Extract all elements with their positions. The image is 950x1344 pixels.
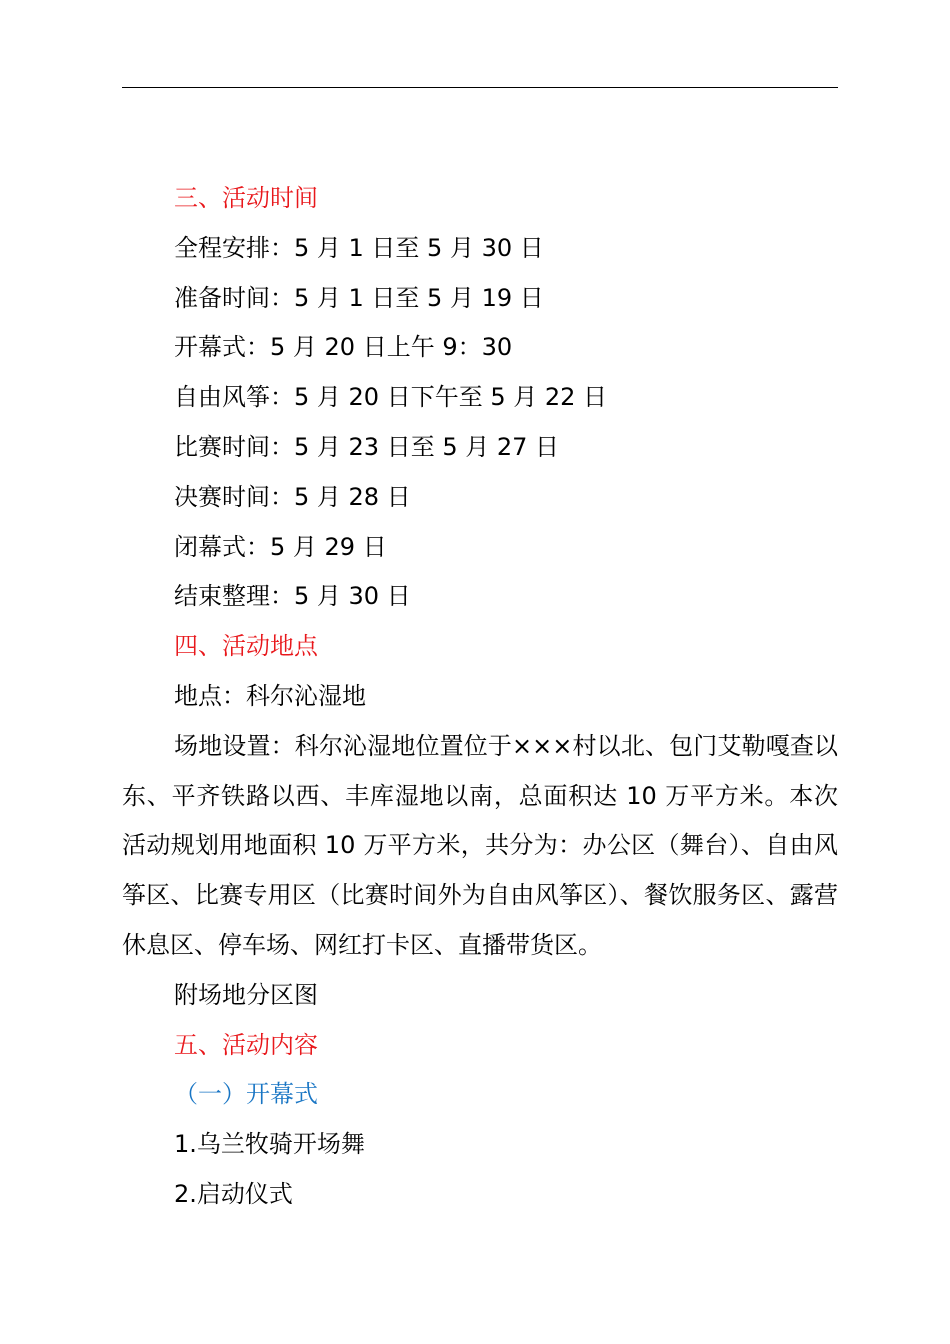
section-5-heading: 五、活动内容 [174,1030,318,1059]
schedule-free-kites: 自由风筝：5 月 20 日下午至 5 月 22 日 [174,383,608,412]
schedule-competition: 比赛时间：5 月 23 日至 5 月 27 日 [174,432,560,461]
header-rule [122,87,838,88]
section-4-heading: 四、活动地点 [174,632,318,661]
schedule-closing: 闭幕式：5 月 29 日 [174,532,387,561]
schedule-wrapup: 结束整理：5 月 30 日 [174,582,411,611]
venue-paragraph: 场地设置：科尔沁湿地位置位于×××村以北、包门艾勒嘎查以东、平齐铁路以西、丰库湿地以南，总面积达 10 万平方米。本次活动规划用地面积 10 万平方米，共分为：办公区（舞台）、自由风筝区、比赛专用区（比赛时间外为自由风筝区）、餐饮服务区、露营休息区、停车场、网红打卡区、直播带货区。 [122,731,838,959]
document-body [122,174,838,1220]
location-line: 地点：科尔沁湿地 [174,681,366,710]
schedule-final: 决赛时间：5 月 28 日 [174,482,411,511]
section-3-heading: 三、活动时间 [174,184,318,212]
content-item-1: 1.乌兰牧骑开场舞 [174,1130,365,1159]
content-item-2: 2.启动仪式 [174,1179,293,1208]
schedule-preparation: 准备时间：5 月 1 日至 5 月 19 日 [174,283,544,312]
schedule-full: 全程安排：5 月 1 日至 5 月 30 日 [174,233,544,262]
map-note: 附场地分区图 [174,980,318,1009]
opening-subheading: （一）开幕式 [174,1080,318,1109]
schedule-opening: 开幕式：5 月 20 日上午 9：30 [174,333,513,362]
